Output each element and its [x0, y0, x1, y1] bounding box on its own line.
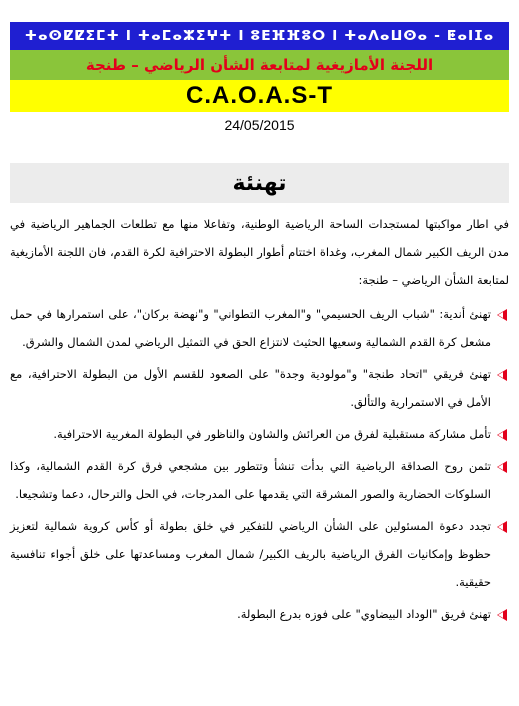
list-item-text: تهنئ فريقي "اتحاد طنجة" و"مولودية وجدة" على الصعود للقسم الأول من البطولة الاحترافية، مع الأمل في الاستمرارية والتألق.	[10, 367, 491, 409]
arrow-bullet-icon	[497, 609, 507, 621]
list-item	[10, 600, 509, 628]
arrow-bullet-icon	[497, 309, 507, 321]
list-item	[10, 360, 509, 416]
list-item-text: تأمل مشاركة مستقبلية لفرق من العرائش والشاون والناظور في البطولة المغربية الاحترافية.	[53, 427, 491, 441]
list-item	[10, 512, 509, 596]
list-item-text: تهنئ فريق "الوداد البيضاوي" على فوزه بدرع البطولة.	[237, 607, 491, 621]
tifinagh-title: ⵜⴰⵙⵇⵇⵉⵎⵜ ⵏ ⵜⴰⵎⴰⵣⵉⵖⵜ ⵏ ⵓⴹⴼⴼⵓⵔ ⵏ ⵜⴰⴷⴰⵡⵙⴰ - ⵟⴰⵏⵊⴰ	[24, 28, 495, 44]
acronym: C.A.O.A.S-T	[186, 82, 333, 109]
list-item	[10, 300, 509, 356]
document-body	[10, 210, 509, 632]
arrow-bullet-icon	[497, 429, 507, 441]
arrow-bullet-icon	[497, 369, 507, 381]
list-item-text: تهنئ أندية: "شباب الريف الحسيمي" و"المغرب التطواني" و"نهضة بركان"، على استمرارها في حمل مشعل كرة القدم الشمالية وسعيها الحثيث لانتزاع الحق في التمثيل الرياضي لمدن الشمال والشرق.	[10, 307, 491, 349]
list-item-text: تثمن روح الصداقة الرياضية التي بدأت تنشأ وتتطور بين مشجعي فرق كرة القدم الشمالية، وكذا السلوكات الحضارية والصور المشرقة التي يقدمها على المدرجات، في الحل والترحال، دعما وتشجيعا.	[10, 459, 491, 501]
arrow-bullet-icon	[497, 521, 507, 533]
document-title: تهنئة	[232, 170, 287, 196]
list-item	[10, 420, 509, 448]
list-item	[10, 452, 509, 508]
tifinagh-header-band	[10, 22, 509, 50]
document-title-box	[10, 163, 509, 203]
arabic-header-band	[10, 50, 509, 80]
arrow-bullet-icon	[497, 461, 507, 473]
document-date: 24/05/2015	[224, 117, 295, 133]
intro-paragraph: في اطار مواكبتها لمستجدات الساحة الرياضية الوطنية، وتفاعلا منها مع تطلعات الجماهير الرياضية في مدن الريف الكبير شمال المغرب، وغداة اختتام أطوار البطولة الاحترافية لكرة القدم، فان اللجنة الأمازيغية لمتابعة الشأن الرياضي – طنجة:	[10, 217, 509, 287]
points-list	[10, 300, 509, 628]
list-item-text: تجدد دعوة المسئولين على الشأن الرياضي للتفكير في خلق بطولة أو كأس كروية شمالية لتعزيز حظوظ وإمكانيات الفرق الرياضية بالريف الكبير/ شمال المغرب ومساعدتها على خلق أجواء تنافسية حقيقية.	[10, 519, 491, 589]
acronym-band	[10, 80, 509, 112]
arabic-title: اللجنة الأمازيغية لمتابعة الشأن الرياضي – طنجة	[85, 56, 434, 74]
